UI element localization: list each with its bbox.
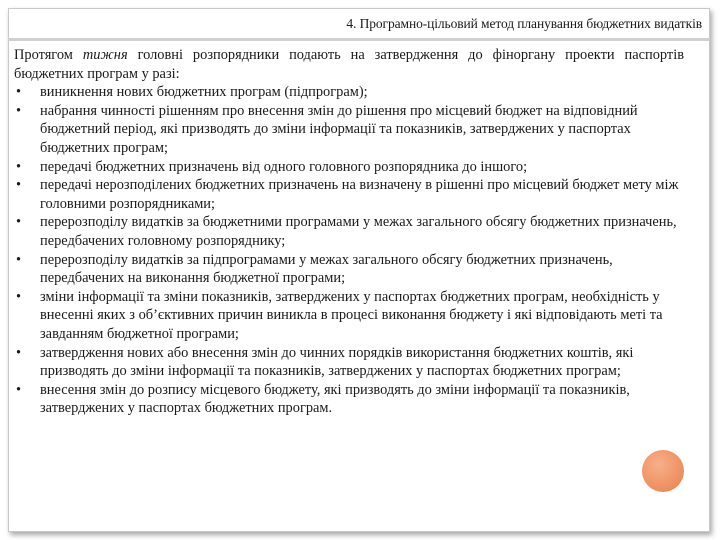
bullet-icon: • (16, 381, 22, 398)
bullet-icon: • (16, 214, 22, 231)
decorative-circle (642, 450, 684, 492)
bullet-icon: • (16, 158, 22, 175)
bullet-icon: • (16, 84, 22, 101)
slide-title: 4. Програмно-цільовий метод планування бюджетних видатків (346, 16, 702, 31)
bullet-icon: • (16, 102, 22, 119)
list-item (14, 102, 684, 158)
list-item-text: виникнення нових бюджетних програм (підпрограм); (40, 84, 368, 101)
list-item (14, 158, 684, 177)
list-item-text: набрання чинності рішенням про внесення змін до рішення про місцевий бюджет на відповідний бюджетний період, які призводять до зміни інформації та показників, затверджених у паспортах бюджетних програм; (40, 102, 638, 156)
slide-body (14, 46, 684, 418)
bullet-icon: • (16, 344, 22, 361)
conditions-list (14, 83, 684, 418)
list-item (14, 176, 684, 213)
bullet-icon: • (16, 251, 22, 268)
intro-emphasis: тижня (82, 47, 128, 63)
list-item-text: перерозподілу видатків за підпрограмами у межах загального обсягу бюджетних призначень, передбачених на виконання бюджетної програми; (40, 251, 613, 287)
list-item (14, 344, 684, 381)
intro-paragraph (14, 46, 684, 83)
list-item-text: передачі бюджетних призначень від одного головного розпорядника до іншого; (40, 158, 528, 175)
list-item (14, 381, 684, 418)
list-item (14, 83, 684, 102)
bullet-icon: • (16, 288, 22, 305)
list-item-text: перерозподілу видатків за бюджетними програмами у межах загального обсягу бюджетних призначень, передбачених головному розпоряднику; (40, 214, 677, 249)
list-item (14, 213, 684, 250)
intro-text-after: головні розпорядники подають на затвердження до фіноргану проекти паспортів бюджетних програм у разі: (14, 47, 684, 82)
title-divider (8, 38, 710, 41)
list-item-text: зміни інформації та зміни показників, затверджених у паспортах бюджетних програм, необхідність у внесенні яких з об’єктивних причин виникла в процесі виконання бюджету і які відповідають меті та завданням бюджетної програми; (40, 288, 663, 342)
list-item-text: затвердження нових або внесення змін до чинних порядків використання бюджетних коштів, які призводять до зміни інформації та показників, затверджених у паспортах бюджетних програм; (40, 344, 634, 380)
list-item (14, 288, 684, 344)
list-item (14, 251, 684, 288)
bullet-icon: • (16, 177, 22, 194)
list-item-text: внесення змін до розпису місцевого бюджету, які призводять до зміни інформації та показників, затверджених у паспортах бюджетних програм. (40, 381, 630, 417)
intro-text-before: Протягом (14, 47, 83, 63)
list-item-text: передачі нерозподілених бюджетних призначень на визначену в рішенні про місцевий бюджет мету між головними розпорядниками; (40, 177, 679, 212)
